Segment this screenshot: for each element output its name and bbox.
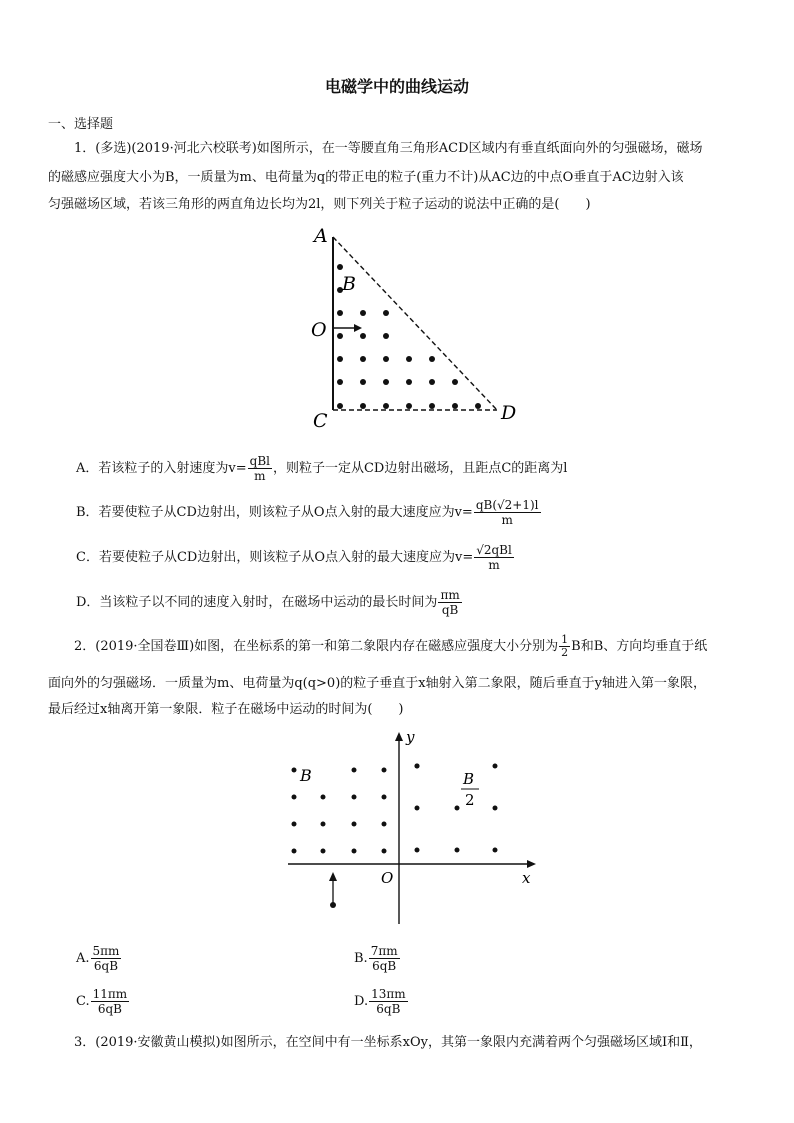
x-axis-arrow bbox=[527, 860, 536, 868]
q1-option-d-text: D．当该粒子以不同的速度入射时，在磁场中运动的最长时间为 bbox=[76, 595, 438, 610]
question-1-text-2 bbox=[48, 163, 748, 192]
q2-line-3: 最后经过x轴离开第一象限．粒子在磁场中运动的时间为( ) bbox=[48, 702, 404, 717]
field-dot bbox=[360, 333, 366, 339]
entry-arrow-head bbox=[329, 872, 337, 881]
field-dot bbox=[382, 822, 387, 827]
field-dot bbox=[429, 356, 435, 362]
field-dot bbox=[475, 403, 481, 409]
q3-line-1: 3．(2019·安徽黄山模拟)如图所示，在空间中有一坐标系xOy，其第一象限内充满着两个匀强磁场区域Ⅰ和Ⅱ， bbox=[74, 1035, 702, 1050]
field-dot bbox=[337, 403, 343, 409]
field-dot bbox=[337, 356, 343, 362]
field-dot bbox=[455, 848, 460, 853]
field-dot bbox=[429, 403, 435, 409]
field-dot bbox=[415, 848, 420, 853]
field-dot bbox=[360, 403, 366, 409]
field-dot bbox=[337, 333, 343, 339]
option-label: D. bbox=[354, 994, 369, 1009]
label-origin: O bbox=[381, 869, 394, 887]
numerator: qB(√2+1)l bbox=[475, 498, 539, 512]
fraction-half bbox=[559, 634, 570, 659]
field-dot bbox=[383, 356, 389, 362]
field-dot bbox=[337, 264, 343, 270]
field-dot bbox=[321, 822, 326, 827]
section-heading: 一、选择题 bbox=[48, 117, 114, 132]
field-dots bbox=[337, 264, 481, 409]
numerator: 7πm bbox=[370, 944, 398, 958]
q1-option-c bbox=[76, 543, 515, 572]
question-2-text-3 bbox=[48, 695, 748, 724]
edge-ad bbox=[333, 237, 497, 410]
field-dot bbox=[360, 356, 366, 362]
q1-line-3: 匀强磁场区域，若该三角形的两直角边长均为2l，则下列关于粒子运动的说法中正确的是( ) bbox=[48, 197, 591, 212]
fraction bbox=[369, 944, 400, 973]
field-dot bbox=[337, 379, 343, 385]
label-b2-num: B bbox=[463, 770, 475, 788]
field-dot bbox=[455, 806, 460, 811]
question-3-text bbox=[74, 1031, 702, 1050]
question-1-text-3 bbox=[48, 190, 748, 219]
field-dot bbox=[360, 310, 366, 316]
numerator: 5πm bbox=[92, 944, 120, 958]
label-y: y bbox=[406, 728, 415, 746]
field-dot bbox=[383, 379, 389, 385]
fraction bbox=[91, 987, 130, 1016]
numerator: 13πm bbox=[371, 987, 406, 1001]
arrow-head bbox=[354, 324, 362, 332]
q1-option-b-text: B．若要使粒子从CD边射出，则该粒子从O点入射的最大速度应为v= bbox=[76, 505, 473, 520]
question-2-text bbox=[74, 634, 707, 659]
q1-triangle-figure bbox=[300, 222, 530, 432]
field-dot bbox=[429, 379, 435, 385]
field-dot bbox=[382, 849, 387, 854]
label-x: x bbox=[522, 869, 531, 887]
denominator: 6qB bbox=[376, 1002, 401, 1016]
field-dot bbox=[352, 768, 357, 773]
option-label: A. bbox=[76, 951, 90, 966]
fraction bbox=[474, 498, 541, 527]
particle-dot bbox=[330, 902, 336, 908]
field-dot bbox=[360, 379, 366, 385]
question-1-text bbox=[48, 134, 748, 163]
field-dot bbox=[352, 849, 357, 854]
q1-line-2: 的磁感应强度大小为B，一质量为m、电荷量为q的带正电的粒子(重力不计)从AC边的中点O垂直于AC边射入该 bbox=[48, 170, 684, 185]
numerator: √2qBl bbox=[476, 543, 512, 557]
denominator: 2 bbox=[561, 646, 569, 659]
y-axis-arrow bbox=[395, 732, 403, 741]
q1-line-1: 1．(多选)(2019·河北六校联考)如图所示，在一等腰直角三角形ACD区域内有垂直纸面向外的匀强磁场，磁场 bbox=[74, 141, 703, 156]
q2-line-1b: B和B、方向均垂直于纸 bbox=[571, 639, 708, 654]
label-b2-den: 2 bbox=[465, 791, 475, 809]
field-dot bbox=[415, 806, 420, 811]
label-b-left: B bbox=[300, 766, 312, 785]
fraction bbox=[369, 987, 408, 1016]
q1-option-a-text-2: ，则粒子一定从CD边射出磁场，且距点C的距离为l bbox=[272, 461, 568, 476]
label-a: A bbox=[314, 225, 328, 247]
q2-line-1a: 2．(2019·全国卷Ⅲ)如图，在坐标系的第一和第二象限内存在磁感应强度大小分别为 bbox=[74, 639, 559, 654]
denominator: 6qB bbox=[93, 959, 119, 973]
field-dot bbox=[337, 310, 343, 316]
label-c: C bbox=[313, 410, 328, 432]
label-b: B bbox=[342, 273, 356, 295]
field-dot bbox=[292, 768, 297, 773]
fraction bbox=[474, 543, 514, 572]
q1-option-a-text: A．若该粒子的入射速度为v= bbox=[76, 461, 247, 476]
fraction bbox=[91, 944, 122, 973]
q2-coordinate-figure bbox=[280, 726, 540, 926]
option-label: C. bbox=[76, 994, 90, 1009]
q2-option-c bbox=[76, 987, 130, 1016]
field-dot bbox=[493, 806, 498, 811]
denominator: 6qB bbox=[372, 959, 397, 973]
denominator: 6qB bbox=[97, 1002, 122, 1016]
field-dot bbox=[452, 403, 458, 409]
numerator: qBl bbox=[249, 454, 270, 468]
numerator: 11πm bbox=[92, 987, 128, 1001]
q1-option-a bbox=[76, 454, 567, 483]
q2-option-a bbox=[76, 944, 122, 973]
field-dot bbox=[292, 795, 297, 800]
field-dot bbox=[292, 849, 297, 854]
field-dot bbox=[406, 379, 412, 385]
numerator: 1 bbox=[561, 633, 569, 646]
field-dot bbox=[406, 403, 412, 409]
q1-option-b bbox=[76, 498, 542, 527]
field-dot bbox=[383, 333, 389, 339]
q1-option-d bbox=[76, 588, 463, 617]
label-o: O bbox=[311, 319, 327, 341]
field-dot bbox=[493, 764, 498, 769]
field-dot bbox=[415, 764, 420, 769]
field-dot bbox=[383, 403, 389, 409]
field-dot bbox=[406, 356, 412, 362]
field-dot bbox=[382, 795, 387, 800]
field-dot bbox=[321, 795, 326, 800]
option-label: B. bbox=[354, 951, 368, 966]
field-dot bbox=[493, 848, 498, 853]
fraction bbox=[438, 588, 461, 617]
fraction bbox=[248, 454, 272, 483]
denominator: m bbox=[501, 513, 513, 527]
field-dot bbox=[292, 822, 297, 827]
q2-line-2: 面向外的匀强磁场．一质量为m、电荷量为q(q>0)的粒子垂直于x轴射入第二象限，随后垂直于y轴进入第一象限， bbox=[48, 676, 706, 691]
q2-option-d bbox=[354, 987, 409, 1016]
q1-option-c-text: C．若要使粒子从CD边射出，则该粒子从O点入射的最大速度应为v= bbox=[76, 550, 474, 565]
q2-option-b bbox=[354, 944, 401, 973]
question-2-text-2 bbox=[48, 669, 748, 698]
field-dot bbox=[352, 822, 357, 827]
field-dot bbox=[321, 849, 326, 854]
field-dot bbox=[382, 768, 387, 773]
field-dot bbox=[452, 379, 458, 385]
denominator: m bbox=[488, 558, 500, 572]
page-title: 电磁学中的曲线运动 bbox=[324, 77, 469, 96]
field-dot bbox=[383, 310, 389, 316]
field-dot bbox=[352, 795, 357, 800]
denominator: m bbox=[254, 469, 266, 483]
label-d: D bbox=[501, 402, 517, 424]
denominator: qB bbox=[441, 603, 459, 617]
numerator: πm bbox=[440, 588, 460, 602]
